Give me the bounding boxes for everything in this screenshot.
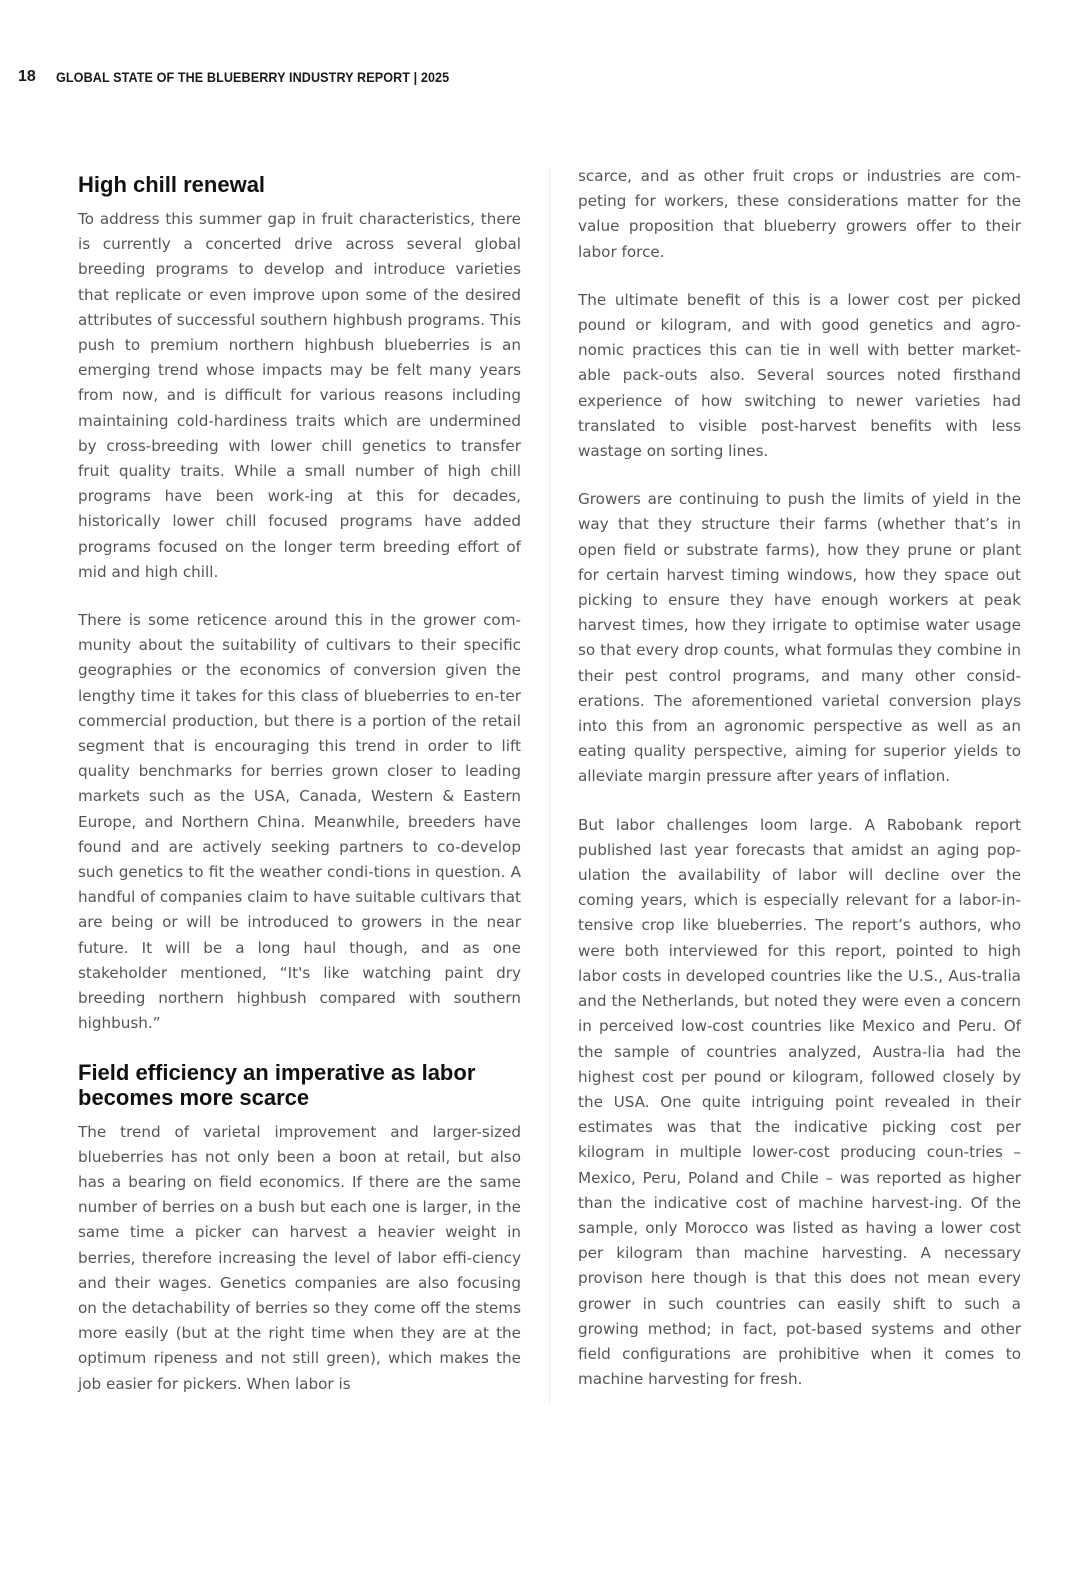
right-column xyxy=(578,164,1021,1392)
report-title: GLOBAL STATE OF THE BLUEBERRY INDUSTRY REPORT | 2025 xyxy=(55,69,450,85)
paragraph: The ultimate benefit of this is a lower cost per picked pound or kilogram, and with good genetics and agro-nomic practices this can tie in well with better market-able pack-outs also. Several sources noted firsthand experience of how switching to newer varieties had translated to visible post-harvest benefits with less wastage on sorting lines. xyxy=(578,290,1021,461)
paragraph: To address this summer gap in fruit characteristics, there is currently a concerted drive across several global breeding programs to develop and introduce varieties that replicate or even improve upon some of the desired attributes of successful southern highbush programs. This push to premium northern highbush blueberries is an emerging trend whose impacts may be felt many years from now, and is difficult for various reasons including maintaining cold-hardiness traits which are undermined by cross-breeding with lower chill genetics to transfer fruit quality traits. While a small number of high chill programs have been work-ing at this for decades, historically lower chill focused programs have added programs focused on the longer term breeding effort of mid and high chill. xyxy=(78,210,521,581)
paragraph: Growers are continuing to push the limits of yield in the way that they structure their farms (whether that’s in open field or substrate farms), how they prune or plant for certain harvest timing windows, how they space out picking to ensure they have enough workers at peak harvest times, how they irrigate to optimise water usage so that every drop counts, what formulas they combine in their pest control programs, and many other consid-erations. The aforementioned varietal conversion plays into this from an agronomic perspective as well as an eating quality perspective, aiming for superior yields to alleviate margin pressure after years of inflation. xyxy=(578,490,1021,786)
column-divider xyxy=(549,168,550,1404)
paragraph: There is some reticence around this in the grower com-munity about the suitability of cultivars to their specific geographies or the economics of conversion given the lengthy time it takes for this class of blueberries to en-ter commercial production, but there is a portion of the retail segment that is encouraging this trend in order to lift quality benchmarks for berries grown closer to leading markets such as the USA, Canada, Western & Eastern Europe, and Northern China. Meanwhile, breeders have found and are actively seeking partners to co-develop such genetics to fit the weather condi-tions in question. A handful of companies claim to have suitable cultivars that are being or will be introduced to growers in the near future. It will be a long haul though, and as one stakeholder mentioned, “It's like watching paint dry breeding northern highbush compared with southern highbush.” xyxy=(78,611,521,1033)
section-heading-field-efficiency: Field efficiency an imperative as labor becomes more scarce xyxy=(78,1059,476,1110)
paragraph: The trend of varietal improvement and larger-sized blueberries has not only been a boon at retail, but also has a bearing on field economics. If there are the same number of berries on a bush but each one is larger, in the same time a picker can harvest a heavier weight in berries, therefore increasing the level of labor effi-ciency and their wages. Genetics companies are also focusing on the detachability of berries so they come off the stems more easily (but at the right time when they are at the optimum ripeness and not still green), which makes the job easier for pickers. When labor is xyxy=(78,1122,521,1393)
left-column xyxy=(78,164,521,1397)
paragraph: scarce, and as other fruit crops or industries are com-peting for workers, these considerations matter for the value proposition that blueberry growers offer to their labor force. xyxy=(578,167,1021,261)
page-number: 18 xyxy=(18,68,36,85)
page-header xyxy=(18,68,493,86)
section-heading-high-chill-renewal: High chill renewal xyxy=(78,172,266,197)
paragraph: But labor challenges loom large. A Rabobank report published last year forecasts that amidst an aging pop-ulation the availability of labor will decline over the coming years, which is especially relevant for a labor-in-tensive crop like blueberries. The report’s authors, who were both interviewed for this report, pointed to high labor costs in developed countries like the U.S., Aus-tralia and the Netherlands, but noted they were even a concern in perceived low-cost countries like Mexico and Peru. Of the sample of countries analyzed, Austra-lia had the highest cost per pound or kilogram, followed closely by the USA. One quite intriguing point revealed in their estimates was that the indicative picking cost per kilogram in multiple lower-cost producing coun-tries – Mexico, Peru, Poland and Chile – was reported as higher than the indicative cost of machine harvest-ing. Of the sample, only Morocco was listed as having a lower cost per kilogram than machine harvesting. A necessary provison here though is that this does not mean every grower in such countries can easily shift to such a growing method; in fact, pot-based systems and other field configurations are prohibitive when it comes to machine harvesting for fresh. xyxy=(578,815,1021,1389)
